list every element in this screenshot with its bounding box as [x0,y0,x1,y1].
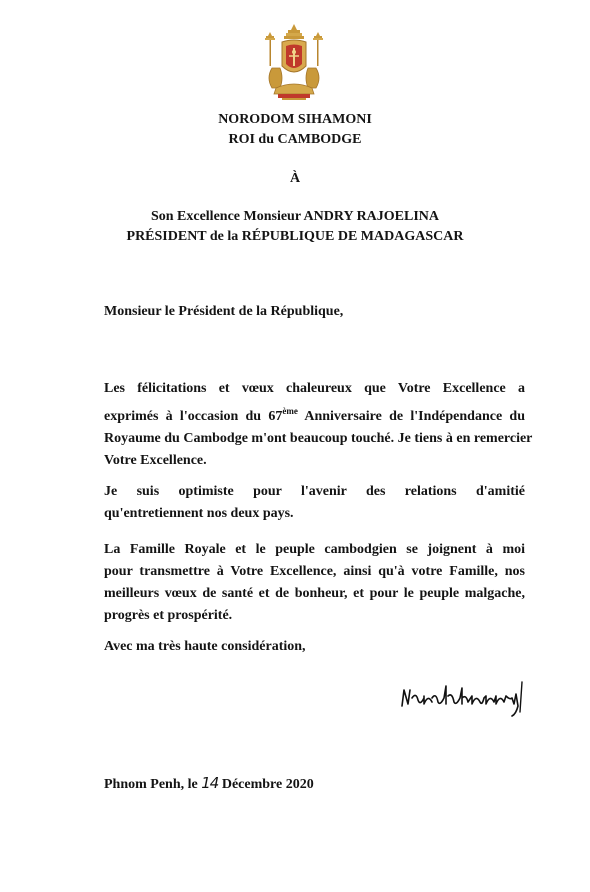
body-paragraph-2 [104,481,525,525]
recipient-line-2: PRÉSIDENT de la RÉPUBLIQUE DE MADAGASCAR [126,229,464,244]
body-paragraph-1 [104,378,533,472]
handwritten-signature [398,676,528,718]
closing-line: Avec ma très haute considération, [104,639,306,654]
sender-title: ROI du CAMBODGE [228,132,362,147]
superscript: ème [282,406,298,416]
recipient-line-1: Son Excellence Monsieur ANDRY RAJOELINA [150,209,440,224]
date-prefix: Phnom Penh, le [104,777,198,792]
body-line: Votre Excellence. [104,453,207,468]
sender-name: NORODOM SIHAMONI [218,112,372,127]
salutation: Monsieur le Président de la République, [104,304,344,319]
date-line [104,773,314,795]
body-line: meilleurs vœux de santé et de bonheur, et pour le peuple malgache, [104,586,525,601]
body-line: Royaume du Cambodge m'ont beaucoup touché. Je tiens à en remercier [104,431,533,446]
body-line: Les félicitations et vœux chaleureux que Votre Excellence a [104,381,525,396]
body-line: La Famille Royale et le peuple cambodgien se joignent à moi [104,542,525,557]
text-fragment: Anniversaire de l'Indépendance du [297,409,525,424]
date-day: 14 [201,774,219,792]
body-line [104,400,525,428]
body-line: qu'entretiennent nos deux pays. [104,506,294,521]
body-line: progrès et prospérité. [104,608,233,623]
text-fragment: exprimés à l'occasion du 67 [104,409,283,424]
body-paragraph-3 [104,539,525,627]
body-line: pour transmettre à Votre Excellence, ainsi qu'à votre Famille, nos [104,564,525,579]
royal-coat-of-arms-icon [258,22,330,102]
addressee-marker: À [289,171,301,186]
body-line: Je suis optimiste pour l'avenir des relations d'amitié [104,484,525,499]
date-suffix: Décembre 2020 [221,777,314,792]
